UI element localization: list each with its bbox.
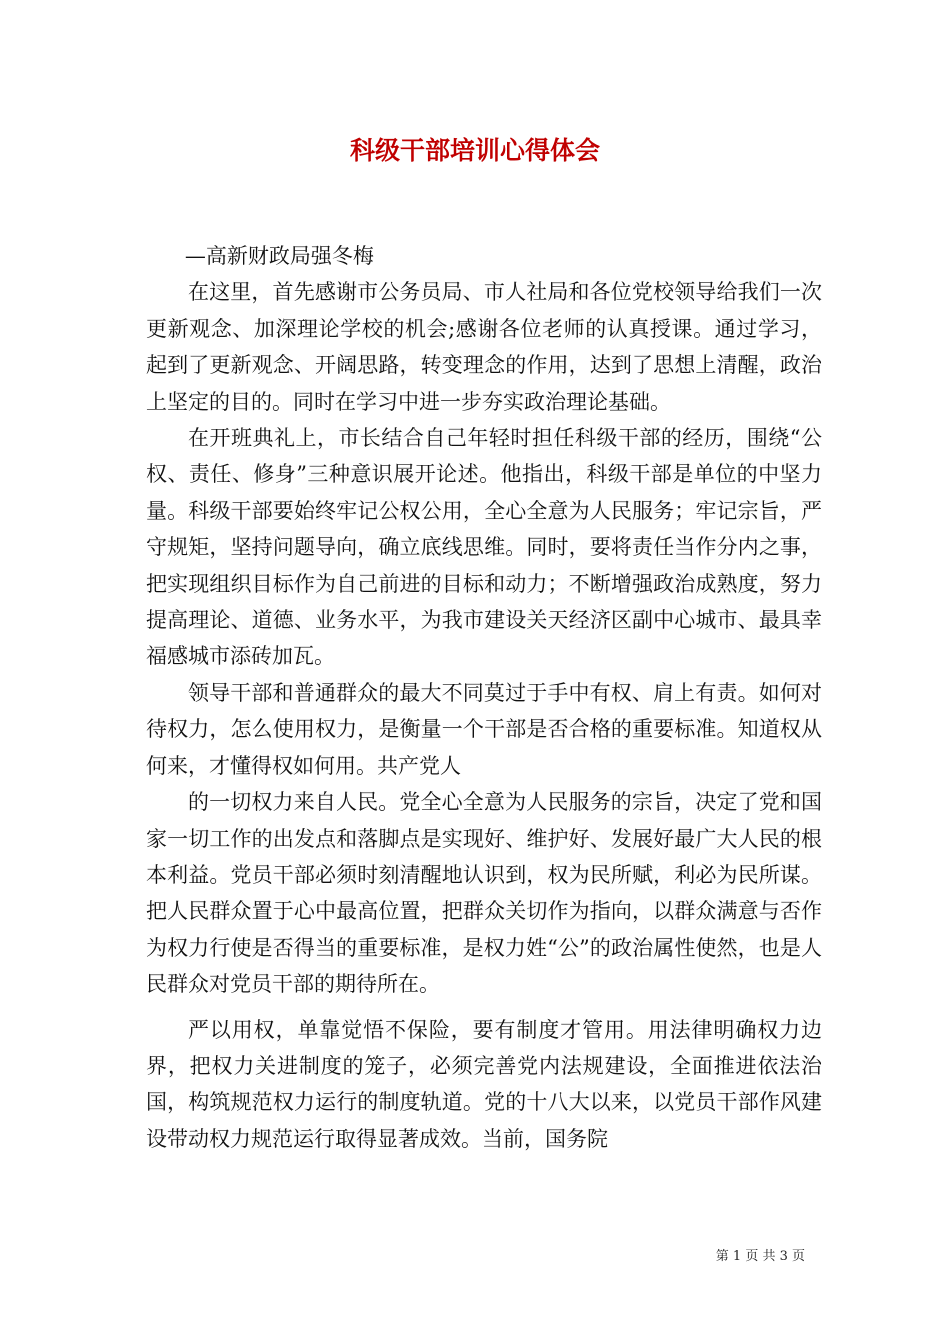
page-number-footer: 第 1 页 共 3 页: [715, 1249, 805, 1264]
document-title: 科级干部培训心得体会: [349, 136, 600, 165]
paragraph-5: 严以用权，单靠觉悟不保险，要有制度才管用。用法律明确权力边界，把权力关进制度的笼子，必须完善党内法规建设，全面推进依法治国，构筑规范权力运行的制度轨道。党的十八大以来，以党员干部作风建设带动权力规范运行取得显著成效。当前，国务院: [146, 1017, 822, 1151]
paragraph-3: 领导干部和普通群众的最大不同莫过于手中有权、肩上有责。如何对待权力，怎么使用权力，是衡量一个干部是否合格的重要标准。知道权从何来，才懂得权如何用。共产党人: [146, 680, 822, 778]
paragraph-1: 在这里，首先感谢市公务员局、市人社局和各位党校领导给我们一次更新观念、加深理论学校的机会;感谢各位老师的认真授课。通过学习，起到了更新观念、开阔思路，转变理念的作用，达到了思想上清醒，政治上坚定的目的。同时在学习中进一步夯实政治理论基础。: [146, 280, 822, 414]
author-byline: —高新财政局强冬梅: [184, 244, 374, 268]
paragraph-4: 的一切权力来自人民。党全心全意为人民服务的宗旨，决定了党和国家一切工作的出发点和落脚点是实现好、维护好、发展好最广大人民的根本利益。党员干部必须时刻清醒地认识到，权为民所赋，利必为民所谋。把人民群众置于心中最高位置，把群众关切作为指向，以群众满意与否作为权力行使是否得当的重要标准，是权力姓“公”的政治属性使然，也是人民群众对党员干部的期待所在。: [146, 790, 822, 997]
paragraph-2: 在开班典礼上，市长结合自己年轻时担任科级干部的经历，围绕“公权、责任、修身”三种意识展开论述。他指出，科级干部是单位的中坚力量。科级干部要始终牢记公权公用，全心全意为人民服务；牢记宗旨，严守规矩，坚持问题导向，确立底线思维。同时，要将责任当作分内之事，把实现组织目标作为自己前进的目标和动力；不断增强政治成熟度，努力提高理论、道德、业务水平，为我市建设关天经济区副中心城市、最具幸福感城市添砖加瓦。: [146, 426, 822, 669]
document-body: [146, 238, 822, 1157]
